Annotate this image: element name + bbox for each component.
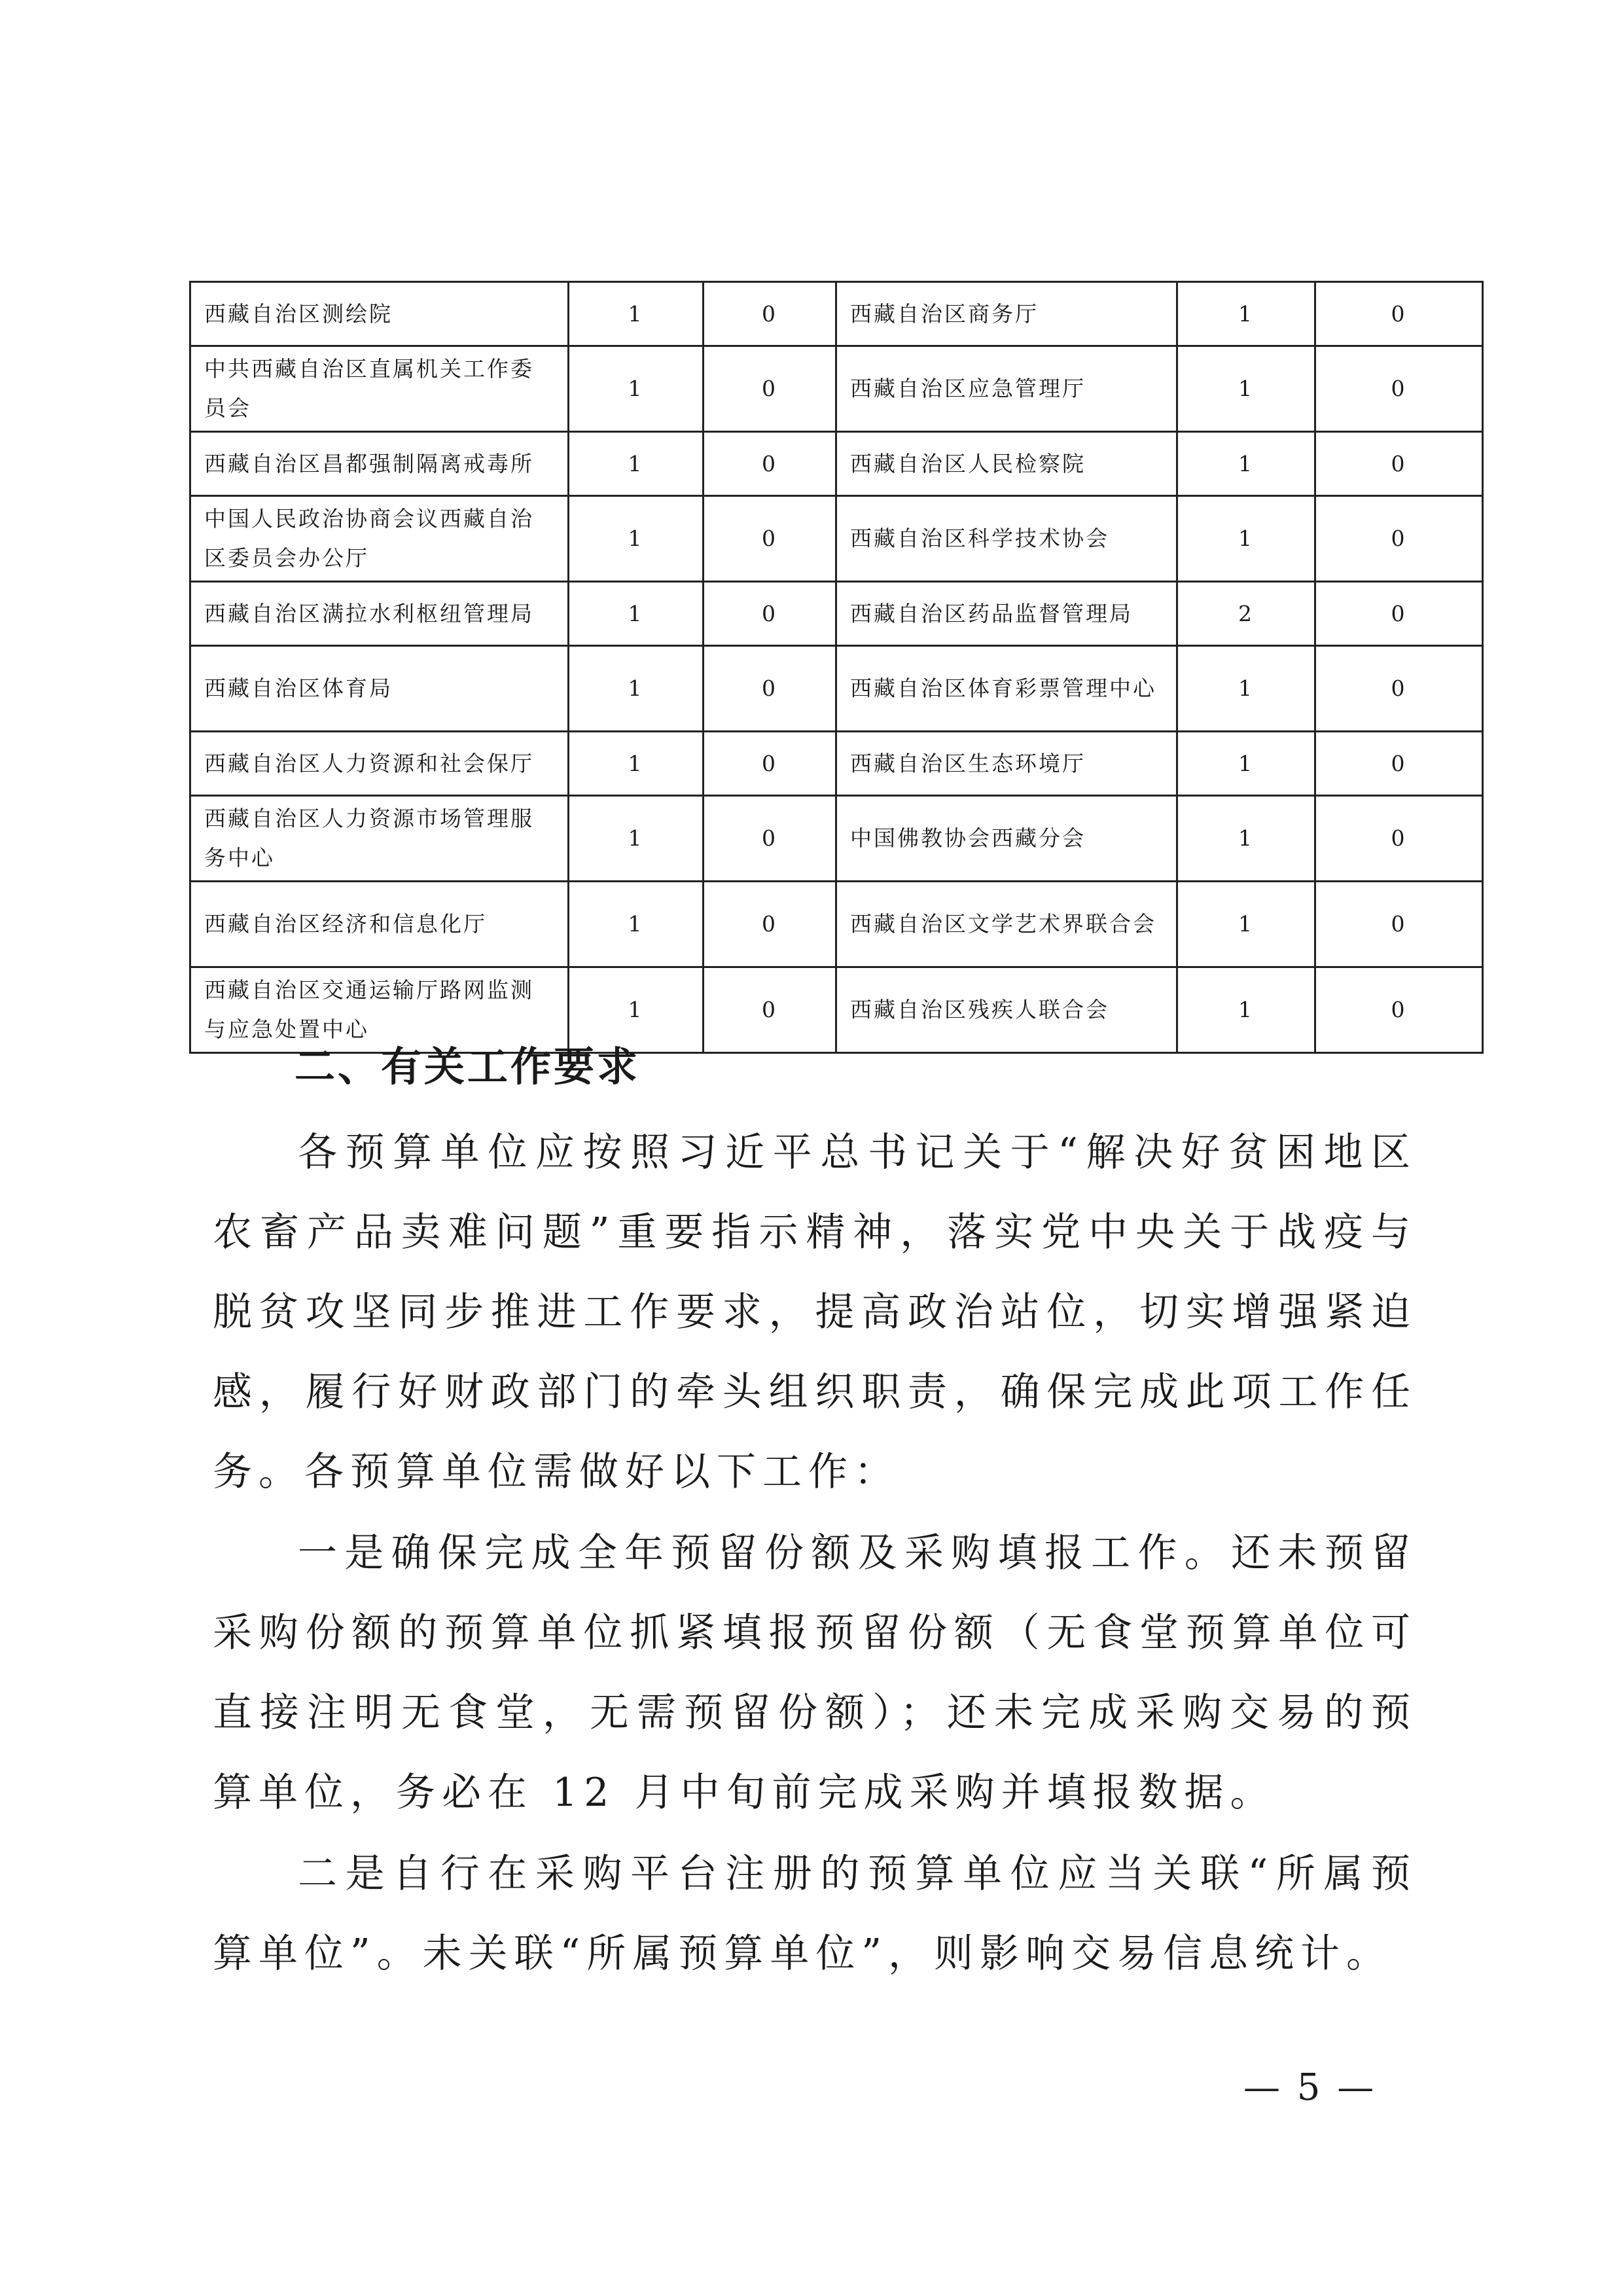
unit-name-right: 西藏自治区药品监督管理局 (836, 582, 1177, 646)
count-right-2: 0 (1315, 432, 1483, 496)
count-left-1: 1 (569, 496, 704, 582)
unit-name-right: 西藏自治区人民检察院 (836, 432, 1177, 496)
count-right-1: 1 (1177, 496, 1315, 582)
body-paragraph-intro: 各预算单位应按照习近平总书记关于“解决好贫困地区农畜产品卖难问题”重要指示精神，落实党中央关于战疫与脱贫攻坚同步推进工作要求，提高政治站位，切实增强紧迫感，履行好财政部门的牵头组织职责，确保完成此项工作任务。各预算单位需做好以下工作： (213, 1130, 1417, 1495)
section-heading: 二、有关工作要求 (294, 1043, 641, 1090)
count-right-2: 0 (1315, 646, 1483, 732)
table-row (190, 582, 1483, 646)
unit-name-left: 中国人民政治协商会议西藏自治区委员会办公厅 (190, 496, 569, 582)
count-left-2: 0 (704, 646, 836, 732)
unit-name-left: 西藏自治区昌都强制隔离戒毒所 (190, 432, 569, 496)
count-right-1: 1 (1177, 796, 1315, 882)
unit-name-left: 西藏自治区满拉水利枢纽管理局 (190, 582, 569, 646)
count-right-1: 1 (1177, 967, 1315, 1053)
count-right-1: 1 (1177, 432, 1315, 496)
unit-name-left: 西藏自治区体育局 (190, 646, 569, 732)
count-left-1: 1 (569, 967, 704, 1053)
unit-name-left: 西藏自治区测绘院 (190, 282, 569, 346)
count-left-2: 0 (704, 346, 836, 432)
count-left-2: 0 (704, 282, 836, 346)
unit-name-left: 西藏自治区人力资源和社会保厅 (190, 732, 569, 796)
count-right-2: 0 (1315, 796, 1483, 882)
count-right-2: 0 (1315, 496, 1483, 582)
table-row (190, 432, 1483, 496)
table-row (190, 796, 1483, 882)
table-row (190, 646, 1483, 732)
count-right-1: 1 (1177, 732, 1315, 796)
unit-name-right: 中国佛教协会西藏分会 (836, 796, 1177, 882)
count-right-1: 1 (1177, 882, 1315, 967)
count-right-1: 1 (1177, 282, 1315, 346)
unit-name-right: 西藏自治区应急管理厅 (836, 346, 1177, 432)
count-left-1: 1 (569, 432, 704, 496)
table-row (190, 732, 1483, 796)
count-right-2: 0 (1315, 346, 1483, 432)
table-row (190, 282, 1483, 346)
count-right-2: 0 (1315, 732, 1483, 796)
count-left-2: 0 (704, 732, 836, 796)
count-right-2: 0 (1315, 967, 1483, 1053)
unit-name-left: 西藏自治区交通运输厅路网监测与应急处置中心 (190, 967, 569, 1053)
unit-name-left: 中共西藏自治区直属机关工作委员会 (190, 346, 569, 432)
count-right-1: 2 (1177, 582, 1315, 646)
body-paragraph-item-two: 二是自行在采购平台注册的预算单位应当关联“所属预算单位”。未关联“所属预算单位”，则影响交易信息统计。 (213, 1851, 1417, 1977)
table-row (190, 496, 1483, 582)
count-left-2: 0 (704, 882, 836, 967)
unit-name-right: 西藏自治区体育彩票管理中心 (836, 646, 1177, 732)
unit-name-right: 西藏自治区文学艺术界联合会 (836, 882, 1177, 967)
table-row (190, 346, 1483, 432)
count-right-2: 0 (1315, 582, 1483, 646)
count-right-1: 1 (1177, 346, 1315, 432)
budget-unit-table (189, 281, 1484, 1054)
page-number: — 5 — (1243, 2066, 1377, 2109)
count-left-2: 0 (704, 967, 836, 1053)
unit-name-right: 西藏自治区生态环境厅 (836, 732, 1177, 796)
table-row (190, 882, 1483, 967)
unit-name-left: 西藏自治区经济和信息化厅 (190, 882, 569, 967)
count-left-1: 1 (569, 882, 704, 967)
count-left-1: 1 (569, 796, 704, 882)
count-left-1: 1 (569, 646, 704, 732)
unit-name-right: 西藏自治区科学技术协会 (836, 496, 1177, 582)
count-left-1: 1 (569, 582, 704, 646)
count-left-2: 0 (704, 796, 836, 882)
count-left-1: 1 (569, 282, 704, 346)
body-paragraph-item-one: 一是确保完成全年预留份额及采购填报工作。还未预留采购份额的预算单位抓紧填报预留份额（无食堂预算单位可直接注明无食堂，无需预留份额）；还未完成采购交易的预算单位，务必在 12 月中旬前完成采购并填报数据。 (213, 1530, 1417, 1816)
unit-name-right: 西藏自治区残疾人联合会 (836, 967, 1177, 1053)
count-right-2: 0 (1315, 882, 1483, 967)
count-left-2: 0 (704, 582, 836, 646)
unit-name-left: 西藏自治区人力资源市场管理服务中心 (190, 796, 569, 882)
count-right-1: 1 (1177, 646, 1315, 732)
unit-name-right: 西藏自治区商务厅 (836, 282, 1177, 346)
count-right-2: 0 (1315, 282, 1483, 346)
count-left-2: 0 (704, 496, 836, 582)
count-left-1: 1 (569, 346, 704, 432)
count-left-1: 1 (569, 732, 704, 796)
count-left-2: 0 (704, 432, 836, 496)
